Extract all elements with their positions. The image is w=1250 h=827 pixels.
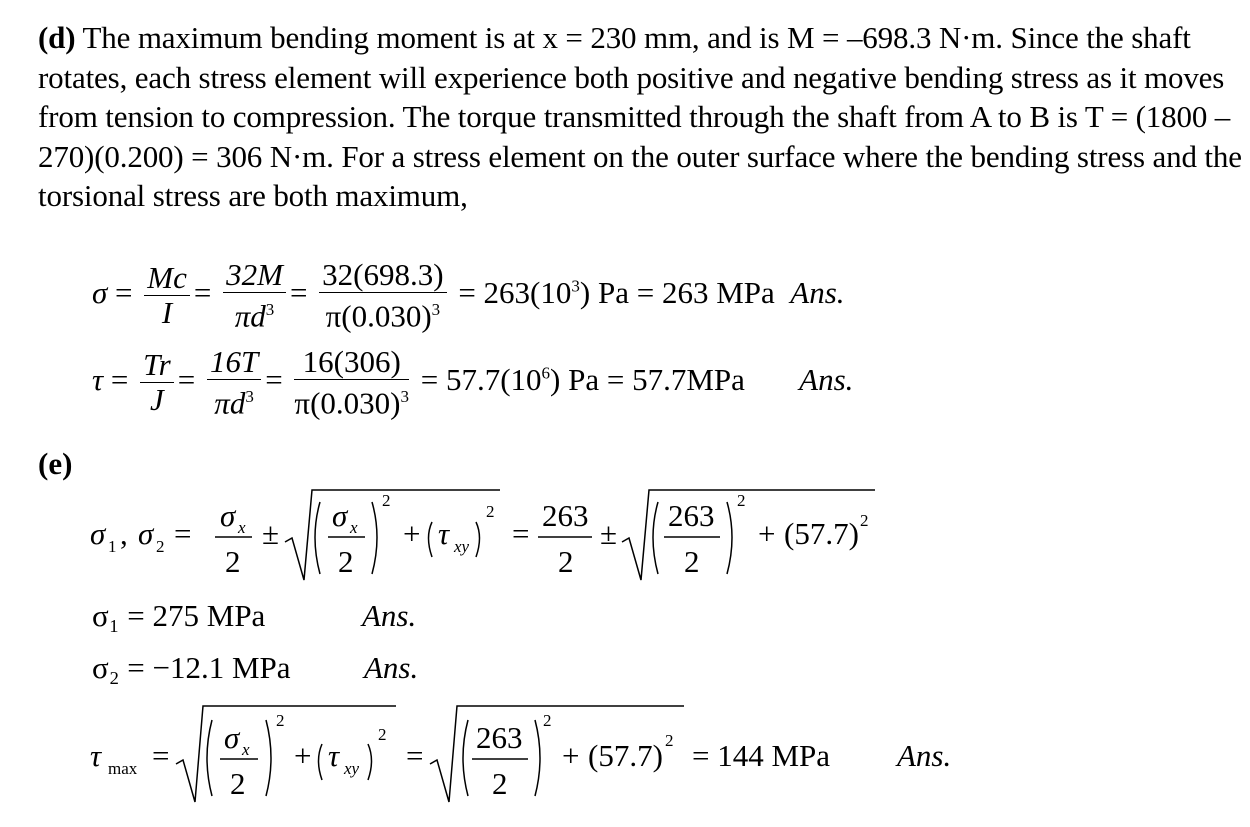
svg-text:2: 2: [492, 766, 508, 801]
svg-text:x: x: [238, 518, 246, 537]
svg-text:σ: σ: [224, 720, 240, 755]
svg-text:2: 2: [558, 544, 574, 579]
svg-text:x: x: [350, 518, 358, 537]
ans-label: Ans.: [364, 650, 419, 685]
svg-text:σ: σ: [138, 516, 154, 551]
svg-text:τ: τ: [328, 738, 340, 773]
sigma2-result: σ₂ = −12.1 MPa Ans.: [92, 650, 419, 685]
svg-text:+: +: [562, 738, 580, 773]
svg-text:x: x: [242, 740, 250, 759]
svg-text:σ: σ: [90, 516, 106, 551]
svg-text:(57.7): (57.7): [588, 738, 663, 773]
svg-text:,: ,: [120, 516, 128, 551]
sigma-result: = 263(10: [458, 274, 572, 310]
svg-text:+: +: [758, 516, 776, 551]
fraction-tr-j: $\frac{Tr}{J}$: [140, 348, 174, 417]
svg-text:2: 2: [338, 544, 354, 579]
tau-xy-value: (57.7): [784, 516, 859, 551]
svg-text:2: 2: [543, 711, 552, 730]
svg-text:=: =: [152, 738, 170, 773]
svg-text:263: 263: [668, 498, 715, 533]
svg-text:2: 2: [486, 502, 495, 521]
svg-text:1: 1: [108, 537, 117, 556]
svg-text:σ: σ: [220, 498, 236, 533]
sigma-symbol: σ: [92, 274, 108, 310]
svg-text:±: ±: [262, 516, 280, 551]
max-subscript: max: [108, 759, 138, 778]
svg-text:2: 2: [382, 491, 391, 510]
ans-label: Ans.: [897, 738, 952, 773]
part-e-label: (e): [38, 446, 73, 481]
tau-symbol: τ: [92, 361, 104, 397]
part-d-paragraph: [38, 18, 1243, 216]
svg-text:τ: τ: [90, 738, 102, 773]
sigma1-result: σ₁ = 275 MPa Ans.: [92, 598, 417, 633]
svg-text:2: 2: [276, 711, 285, 730]
svg-text:=: =: [174, 516, 192, 551]
svg-text:+: +: [294, 738, 312, 773]
principal-stress-equation: [80, 482, 900, 587]
fraction-mc-i: $\frac{Mc}{I}$: [144, 261, 190, 330]
svg-text:τ: τ: [438, 516, 450, 551]
svg-text:=: =: [512, 516, 530, 551]
svg-text:xy: xy: [454, 537, 470, 556]
svg-text:σ: σ: [332, 498, 348, 533]
svg-text:263: 263: [476, 720, 523, 755]
svg-text:±: ±: [600, 516, 618, 551]
part-d-text: The maximum bending moment is at x = 230 mm, and is M = –698.3 N·m. Since the shaft rotates, each stress element will experience both positive and negative bending stress as it moves from tension to compression. The torque transmitted through the shaft from A to B is T = (1800 – 270)(0.200) = 306 N·m. For a stress element on the outer surface where the bending stress and the torsional stress are both maximum,: [38, 20, 1242, 213]
svg-text:2: 2: [860, 511, 869, 530]
fraction-numeric-sigma: $\frac{32(698.3)}{\pi(0.030)^3}$: [319, 258, 446, 333]
two-denominator: 2: [225, 544, 241, 579]
svg-text:=: =: [406, 738, 424, 773]
svg-text:2: 2: [737, 491, 746, 510]
svg-text:2: 2: [156, 537, 165, 556]
tau-max-result: = 144 MPa: [692, 738, 831, 773]
fraction-32m-pid3: $\frac{32M}{\pi d^3}$: [223, 258, 286, 333]
tau-max-equation: [80, 700, 980, 810]
ans-label: Ans.: [799, 361, 854, 397]
sigma-equation: σ = $\frac{Mc}{I}$ = $\frac{32M}{\pi d^3}$ = $\frac{32(698.3)}{\pi(0.030)^3}$ = $263(10^3) Pa = 263$ MPa Ans.: [92, 257, 845, 334]
svg-text:xy: xy: [344, 759, 360, 778]
ans-label: Ans.: [362, 598, 417, 633]
svg-text:+: +: [403, 516, 421, 551]
svg-text:2: 2: [230, 766, 246, 801]
tau-equation: τ = $\frac{Tr}{J}$ = $\frac{16T}{\pi d^3}$ = $\frac{16(306)}{\pi(0.030)^3}$ = $57.7(10^6) Pa = 57.7MPa$ Ans.: [92, 344, 854, 421]
svg-text:2: 2: [684, 544, 700, 579]
tau-result: = 57.7(10: [420, 361, 542, 397]
fraction-16t-pid3: $\frac{16T}{\pi d^3}$: [207, 345, 261, 420]
svg-text:2: 2: [378, 725, 387, 744]
fraction-numeric-tau: $\frac{16(306)}{\pi(0.030)^3}$: [294, 344, 409, 421]
svg-text:2: 2: [665, 731, 674, 750]
sigma-x-value: 263: [542, 498, 589, 533]
part-d-label: (d): [38, 20, 76, 55]
ans-label: Ans.: [790, 274, 845, 310]
